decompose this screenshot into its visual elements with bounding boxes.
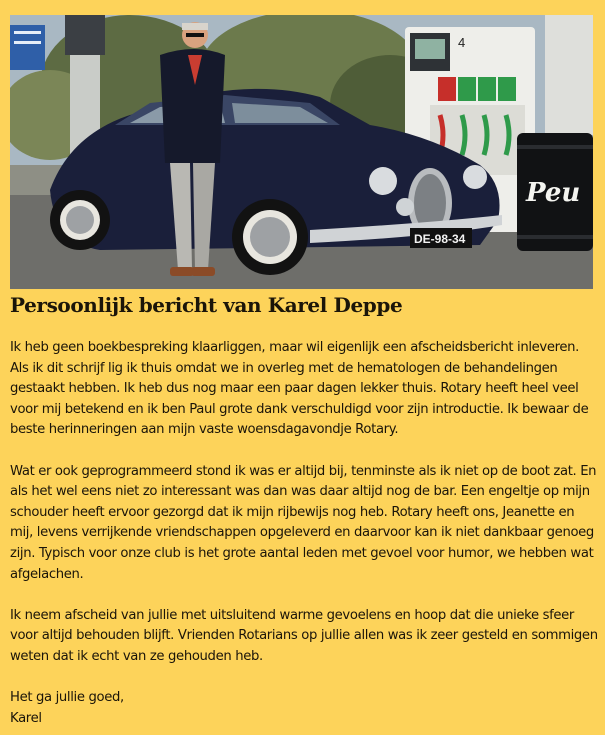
- pump-number: 4: [458, 35, 466, 50]
- license-plate: DE-98-34: [414, 232, 466, 246]
- article-title: Persoonlijk bericht van Karel Deppe: [10, 293, 403, 317]
- signature: Karel: [10, 710, 42, 726]
- closing-block: [10, 688, 600, 729]
- paragraph: Wat er ook geprogrammeerd stond ik was er altijd bij, tenminste als ik niet op de boot zat. En als het wel eens niet zo interessant was dan was daar altijd nog de bar. Een engeltje op mijn schouder heeft ervoor gezorgd dat ik mijn rijbewijs nog heb. Rotary heeft ons, Jeanette en mij, levens verrijkende vriendschappen opgeleverd en daarvoor kan ik niet dankbaar genoeg zijn. Typisch voor onze club is het grote aantal leden met gevoel voor humor, we hebben wat afgelachen.: [10, 463, 597, 582]
- barrel-brand-text: Peu: [526, 178, 581, 208]
- oil-barrel: [517, 133, 593, 251]
- paragraph: Ik neem afscheid van jullie met uitsluitend warme gevoelens en hoop dat die unieke sfeer voor altijd behouden blijft. Vrienden Rotarians op jullie allen was ik zeer gesteld en sommigen weten dat ik echt van ze gehouden heb.: [10, 607, 598, 664]
- paragraph: Ik heb geen boekbespreking klaarliggen, maar wil eigenlijk een afscheidsbericht inleveren. Als ik dit schrijf lig ik thuis omdat we in overleg met de hematologen de behandelingen gestaakt hebben. Ik heb dus nog maar een paar dagen lekker thuis. Rotary heeft heel veel voor mij betekend en ik ben Paul grote dank verschuldigd voor zijn introductie. Ik bewaar de beste herinneringen aan mijn vaste woensdagavondje Rotary.: [10, 340, 589, 438]
- article-body: [10, 338, 600, 729]
- photo-illustration: [10, 15, 593, 289]
- header-photo: [10, 15, 593, 289]
- closing-line: Het ga jullie goed,: [10, 690, 124, 706]
